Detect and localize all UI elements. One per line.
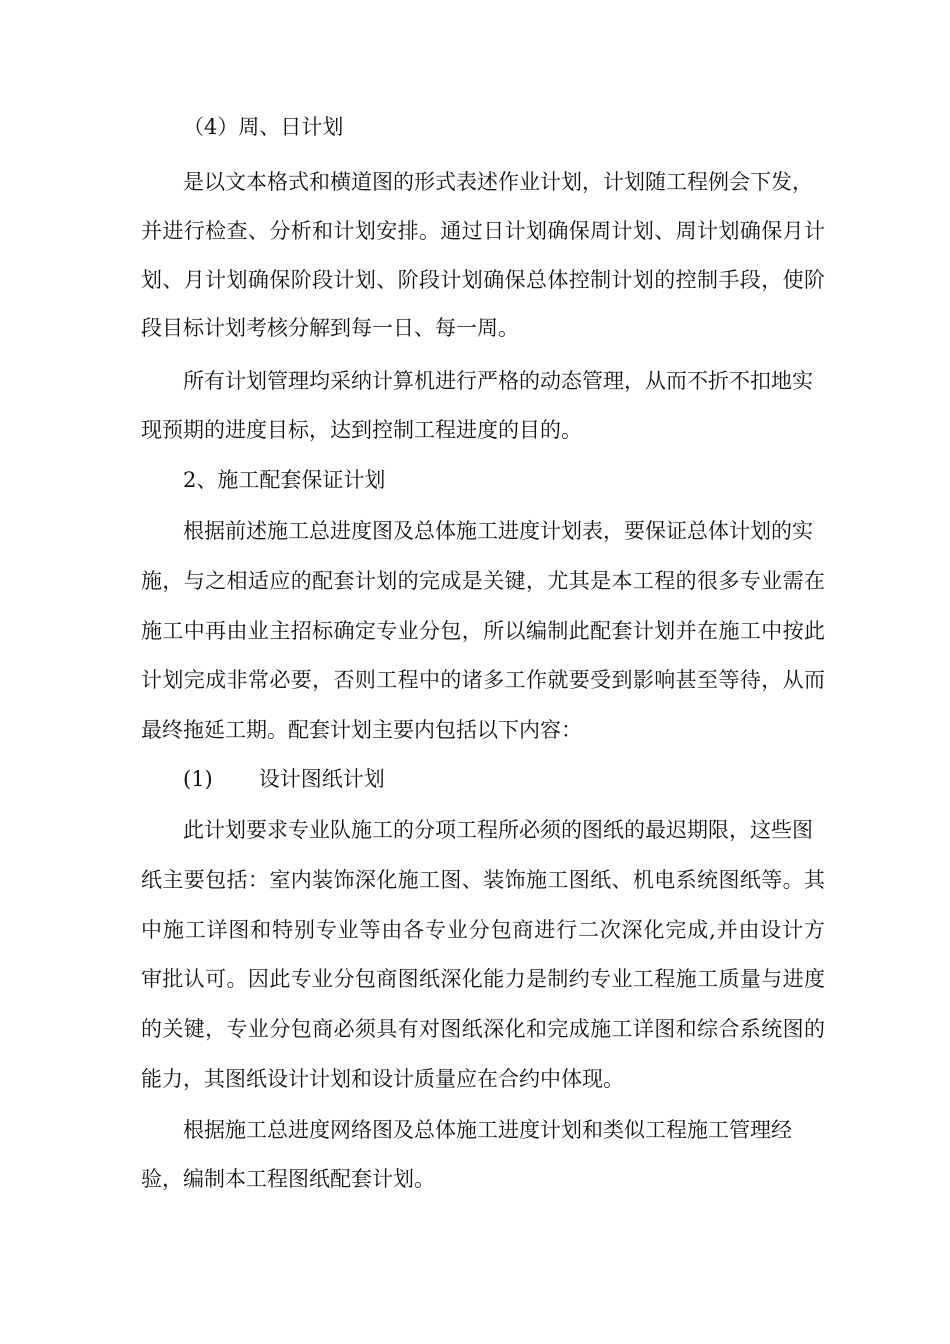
paragraph-line: 纸主要包括：室内装饰深化施工图、装饰施工图纸、机电系统图纸等。其	[141, 868, 825, 892]
paragraph-line: 能力，其图纸设计计划和设计质量应在合约中体现。	[141, 1067, 624, 1091]
paragraph-line: 施工中再由业主招标确定专业分包，所以编制此配套计划并在施工中按此	[141, 619, 825, 643]
section-heading-weekly-daily-plan: （4）周、日计划	[183, 115, 344, 139]
paragraph-line: 此计划要求专业队施工的分项工程所必须的图纸的最迟期限，这些图	[183, 818, 813, 842]
paragraph-line: 是以文本格式和横道图的形式表述作业计划，计划随工程例会下发，	[183, 170, 813, 194]
paragraph-line: 施，与之相适应的配套计划的完成是关键，尤其是本工程的很多专业需在	[141, 569, 825, 593]
list-item-number: (1)	[183, 767, 213, 791]
paragraph-line: 并进行检查、分析和计划安排。通过日计划确保周计划、周计划确保月计	[141, 219, 825, 243]
paragraph-line: 最终拖延工期。配套计划主要内包括以下内容：	[141, 718, 582, 742]
paragraph-line: 审批认可。因此专业分包商图纸深化能力是制约专业工程施工质量与进度	[141, 967, 825, 991]
paragraph-line: 段目标计划考核分解到每一日、每一周。	[141, 316, 519, 340]
section-heading-supporting-plan: 2、施工配套保证计划	[183, 468, 386, 492]
list-item-title: 设计图纸计划	[258, 767, 385, 791]
list-item-design-drawing-plan	[183, 764, 385, 794]
paragraph-line: 的关键，专业分包商必须具有对图纸深化和完成施工详图和综合系统图的	[141, 1017, 825, 1041]
paragraph-line: 中施工详图和特别专业等由各专业分包商进行二次深化完成,并由设计方	[141, 918, 825, 942]
paragraph-line: 验，编制本工程图纸配套计划。	[141, 1167, 435, 1191]
paragraph-line: 根据前述施工总进度图及总体施工进度计划表，要保证总体计划的实	[183, 519, 813, 543]
paragraph-line: 所有计划管理均采纳计算机进行严格的动态管理，从而不折不扣地实	[183, 369, 813, 393]
paragraph-line: 划、月计划确保阶段计划、阶段计划确保总体控制计划的控制手段，使阶	[141, 268, 825, 292]
paragraph-line: 根据施工总进度网络图及总体施工进度计划和类似工程施工管理经	[183, 1118, 792, 1142]
paragraph-line: 计划完成非常必要，否则工程中的诸多工作就要受到影响甚至等待，从而	[141, 668, 825, 692]
paragraph-line: 现预期的进度目标，达到控制工程进度的目的。	[141, 418, 582, 442]
